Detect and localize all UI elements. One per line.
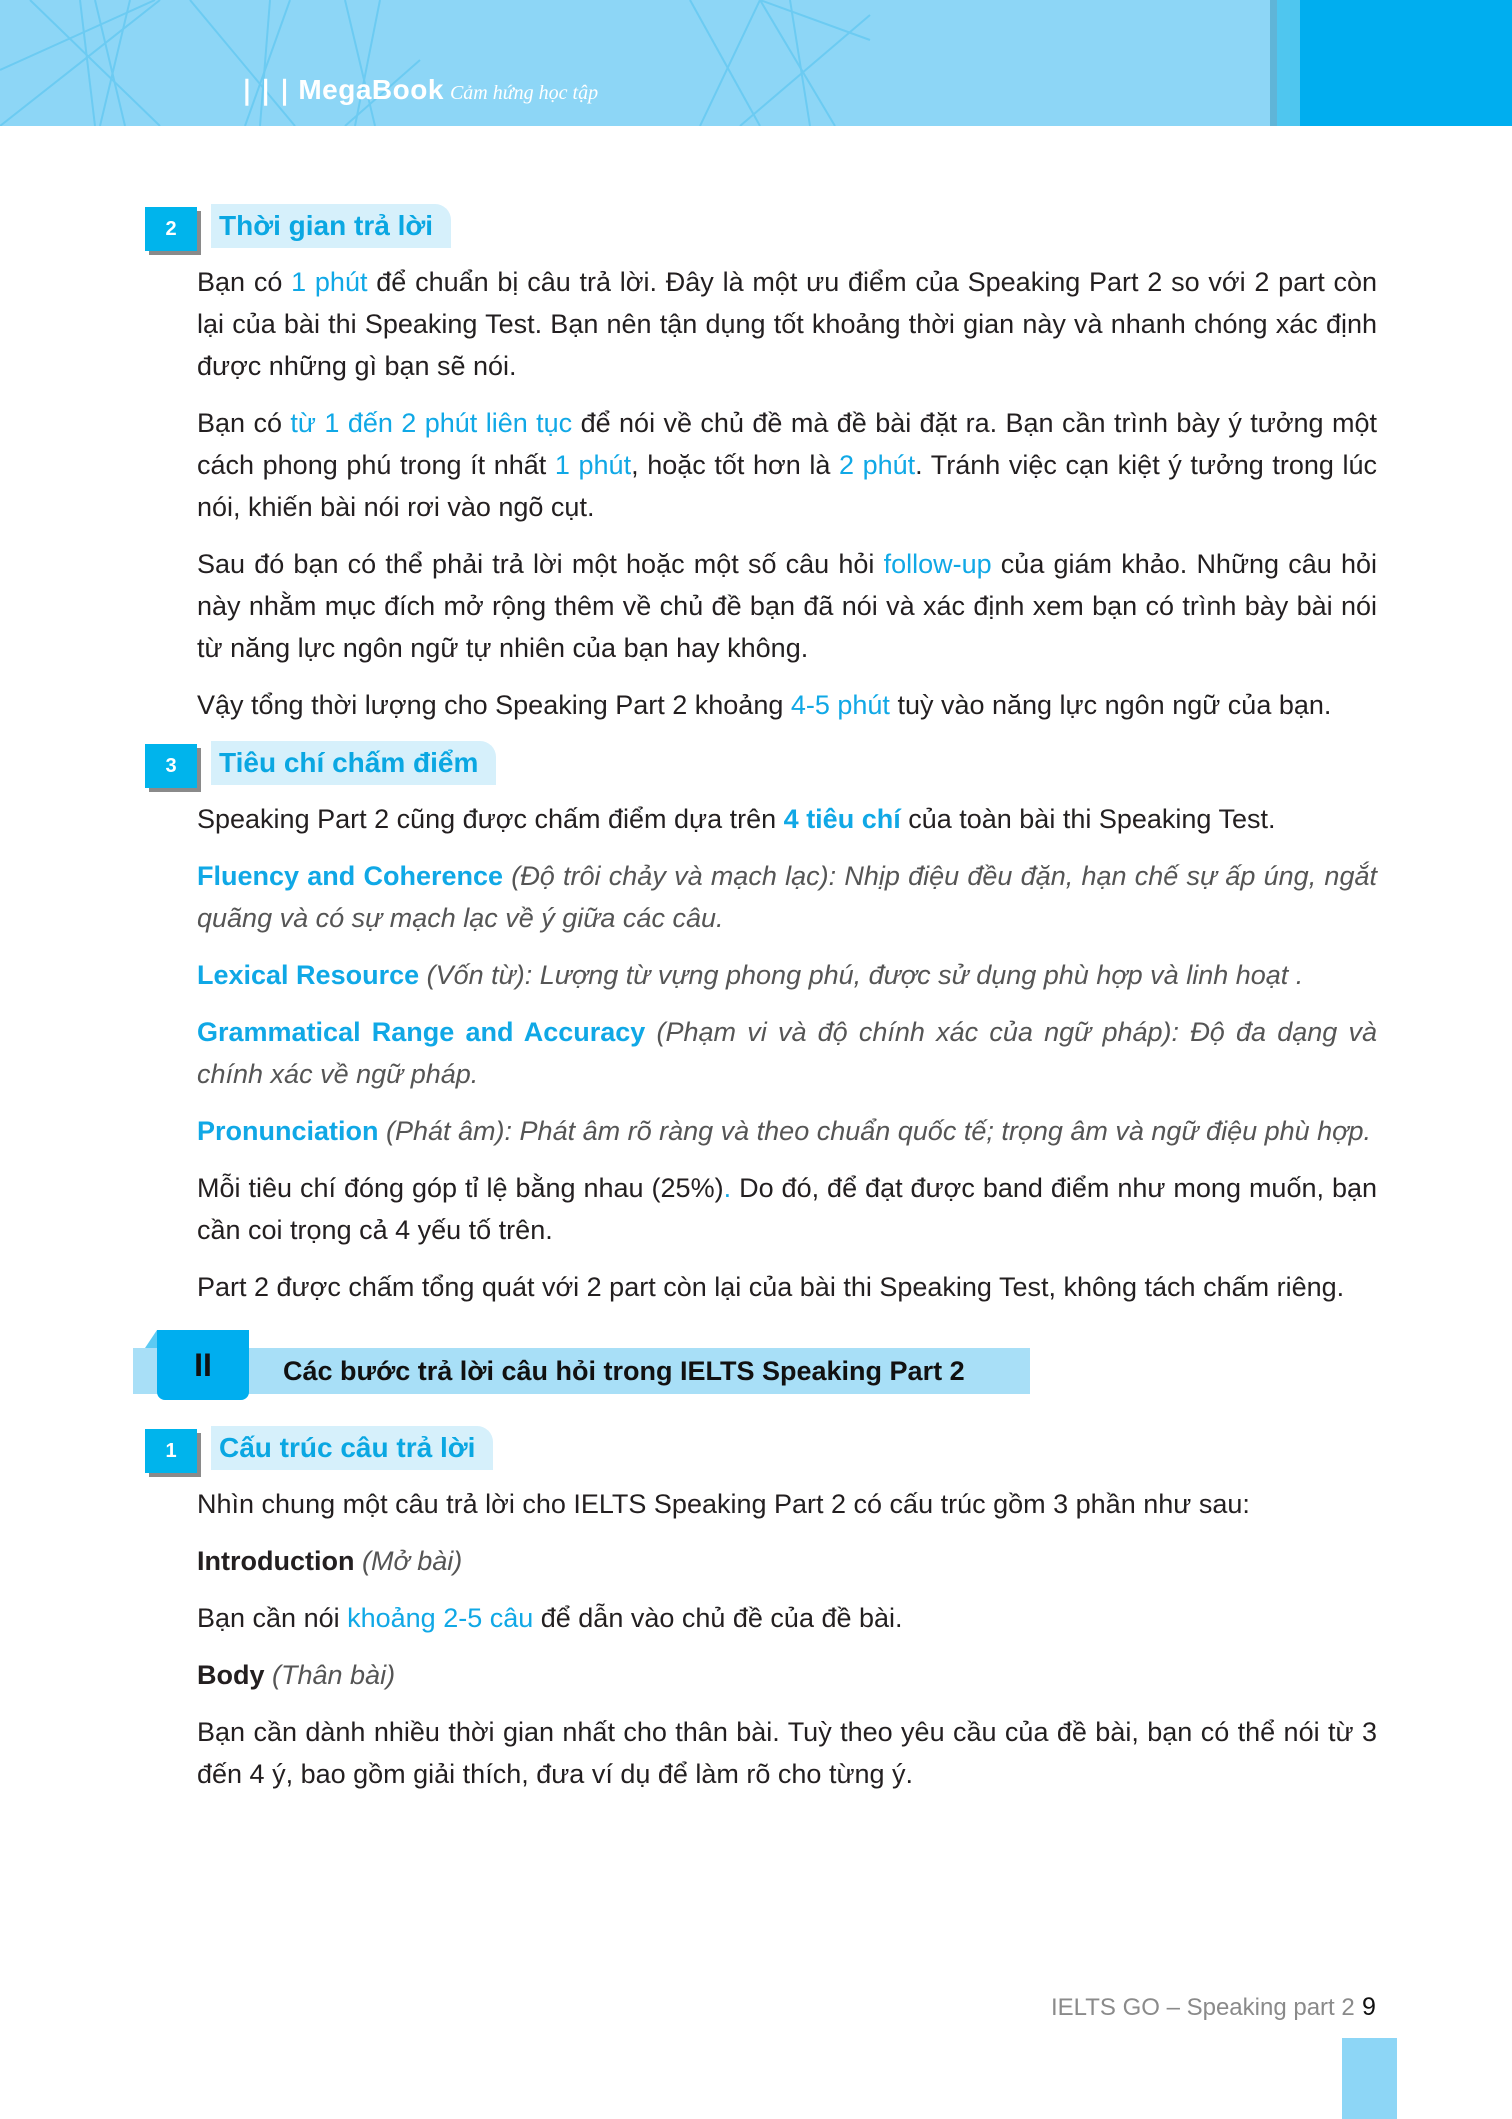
- subsection-heading: [145, 741, 1377, 785]
- italic-note: (Mở bài): [354, 1546, 463, 1576]
- italic-note: (Thân bài): [264, 1660, 396, 1690]
- text-run: Speaking Part 2 cũng được chấm điểm dựa trên: [197, 804, 784, 834]
- paragraph: [197, 402, 1377, 528]
- text-run: để nói về chủ đề mà đề bài đặt ra. Bạn cần trình bày ý tưởng một cách phong phú trong ít nhất: [197, 408, 1377, 480]
- paragraph: [197, 1654, 1377, 1696]
- highlighted-term: Introduction: [197, 1546, 355, 1576]
- text-run: để dẫn vào chủ đề của đề bài.: [533, 1603, 903, 1633]
- paragraph: [197, 261, 1377, 387]
- page-content: [145, 204, 1377, 1810]
- decorative-lines: [0, 0, 1270, 126]
- section-title: Các bước trả lời câu hỏi trong IELTS Speaking Part 2: [283, 1355, 965, 1386]
- text-run: Vậy tổng thời lượng cho Speaking Part 2 khoảng: [197, 690, 791, 720]
- header-accent-block: [1300, 0, 1512, 126]
- header-accent-strip: [1277, 0, 1300, 126]
- text-run: Bạn có: [197, 408, 291, 438]
- text-run: của giám khảo. Những câu hỏi này nhằm mục đích mở rộng thêm về chủ đề bạn đã nói và xác định xem bạn có trình bày bài nói từ năng lực ngôn ngữ tự nhiên của bạn hay không.: [197, 549, 1377, 663]
- text-run: để chuẩn bị câu trả lời. Đây là một ưu điểm của Speaking Part 2 so với 2 part còn lại của bài thi Speaking Test. Bạn nên tận dụng tốt khoảng thời gian này và nhanh chóng xác định được những gì bạn sẽ nói.: [197, 267, 1378, 381]
- paragraph: [197, 543, 1377, 669]
- highlighted-term: Grammatical Range and Accuracy: [197, 1017, 646, 1047]
- italic-note: (Phạm vi và độ chính xác của ngữ pháp): Độ đa dạng và chính xác về ngữ pháp.: [197, 1017, 1377, 1089]
- subsection-title: Thời gian trả lời: [211, 204, 451, 248]
- text-run: Part 2 được chấm tổng quát với 2 part còn lại của bài thi Speaking Test, không tách chấm riêng.: [197, 1272, 1345, 1302]
- highlighted-term: Fluency and Coherence: [197, 861, 504, 891]
- paragraph: [197, 798, 1377, 840]
- highlighted-term: .: [723, 1173, 732, 1203]
- logo-mark-icon: ❘❘❘: [236, 75, 293, 105]
- italic-note: (Vốn từ): Lượng từ vựng phong phú, được sử dụng phù hợp và linh hoạt .: [419, 960, 1304, 990]
- subsection-heading: [145, 204, 1377, 248]
- section-number-badge: II: [157, 1330, 249, 1400]
- megabook-logo: [236, 74, 598, 106]
- highlighted-term: Lexical Resource: [197, 960, 420, 990]
- paragraph: [197, 855, 1377, 939]
- footer-book-title: IELTS GO – Speaking part 2: [1051, 1994, 1355, 2021]
- page-tab-marker: [1342, 2038, 1397, 2119]
- highlighted-term: 4-5 phút: [790, 690, 890, 720]
- text-run: Mỗi tiêu chí đóng góp tỉ lệ bằng nhau (25%): [197, 1173, 724, 1203]
- highlighted-term: 2 phút: [838, 450, 916, 480]
- highlighted-term: 4 tiêu chí: [783, 804, 901, 834]
- paragraph: [197, 1597, 1377, 1639]
- paragraph: [197, 954, 1377, 996]
- text-run: của toàn bài thi Speaking Test.: [900, 804, 1276, 834]
- highlighted-term: Pronunciation: [197, 1116, 379, 1146]
- paragraph: [197, 1167, 1377, 1251]
- text-run: tuỳ vào năng lực ngôn ngữ của bạn.: [889, 690, 1332, 720]
- text-run: Bạn cần nói: [197, 1603, 348, 1633]
- logo-brand: MegaBook: [298, 74, 444, 105]
- highlighted-term: từ 1 đến 2 phút liên tục: [290, 408, 573, 438]
- subsection-number-badge: 1: [145, 1429, 197, 1473]
- highlighted-term: 1 phút: [291, 267, 368, 297]
- highlighted-term: 1 phút: [554, 450, 632, 480]
- italic-note: (Phát âm): Phát âm rõ ràng và theo chuẩn quốc tế; trọng âm và ngữ điệu phù hợp.: [378, 1116, 1372, 1146]
- logo-tagline: Cảm hứng học tập: [449, 82, 599, 104]
- paragraph: [197, 1483, 1377, 1525]
- subsection-number-badge: 3: [145, 744, 197, 788]
- paragraph: [197, 1266, 1377, 1308]
- text-run: , hoặc tốt hơn là: [631, 450, 839, 480]
- section-fold-decoration: [145, 1330, 157, 1348]
- text-run: Do đó, để đạt được band điểm như mong muốn, bạn cần coi trọng cả 4 yếu tố trên.: [197, 1173, 1377, 1245]
- italic-note: (Độ trôi chảy và mạch lạc): Nhịp điệu đều đặn, hạn chế sự ấp úng, ngắt quãng và có sự mạch lạc về ý giữa các câu.: [197, 861, 1377, 933]
- highlighted-term: Body: [197, 1660, 265, 1690]
- text-run: Bạn có: [197, 267, 292, 297]
- paragraph: [197, 1110, 1377, 1152]
- subsection-title: Tiêu chí chấm điểm: [211, 741, 496, 785]
- highlighted-term: khoảng 2-5 câu: [347, 1603, 534, 1633]
- subsection-title: Cấu trúc câu trả lời: [211, 1426, 493, 1470]
- section-heading: [133, 1348, 1030, 1394]
- paragraph: [197, 1711, 1377, 1795]
- paragraph: [197, 1011, 1377, 1095]
- page-number: 9: [1362, 1993, 1376, 2021]
- page-header: [0, 0, 1512, 126]
- subsection-number-badge: 2: [145, 207, 197, 251]
- highlighted-term: follow-up: [883, 549, 992, 579]
- text-run: Bạn cần dành nhiều thời gian nhất cho thân bài. Tuỳ theo yêu cầu của đề bài, bạn có thể nói từ 3 đến 4 ý, bao gồm giải thích, đưa ví dụ để làm rõ cho từng ý.: [197, 1717, 1377, 1789]
- text-run: . Tránh việc cạn kiệt ý tưởng trong lúc nói, khiến bài nói rơi vào ngõ cụt.: [197, 450, 1377, 522]
- text-run: Sau đó bạn có thể phải trả lời một hoặc một số câu hỏi: [197, 549, 884, 579]
- subsection-heading: [145, 1426, 1377, 1470]
- paragraph: [197, 1540, 1377, 1582]
- text-run: Nhìn chung một câu trả lời cho IELTS Speaking Part 2 có cấu trúc gồm 3 phần như sau:: [197, 1489, 1250, 1519]
- paragraph: [197, 684, 1377, 726]
